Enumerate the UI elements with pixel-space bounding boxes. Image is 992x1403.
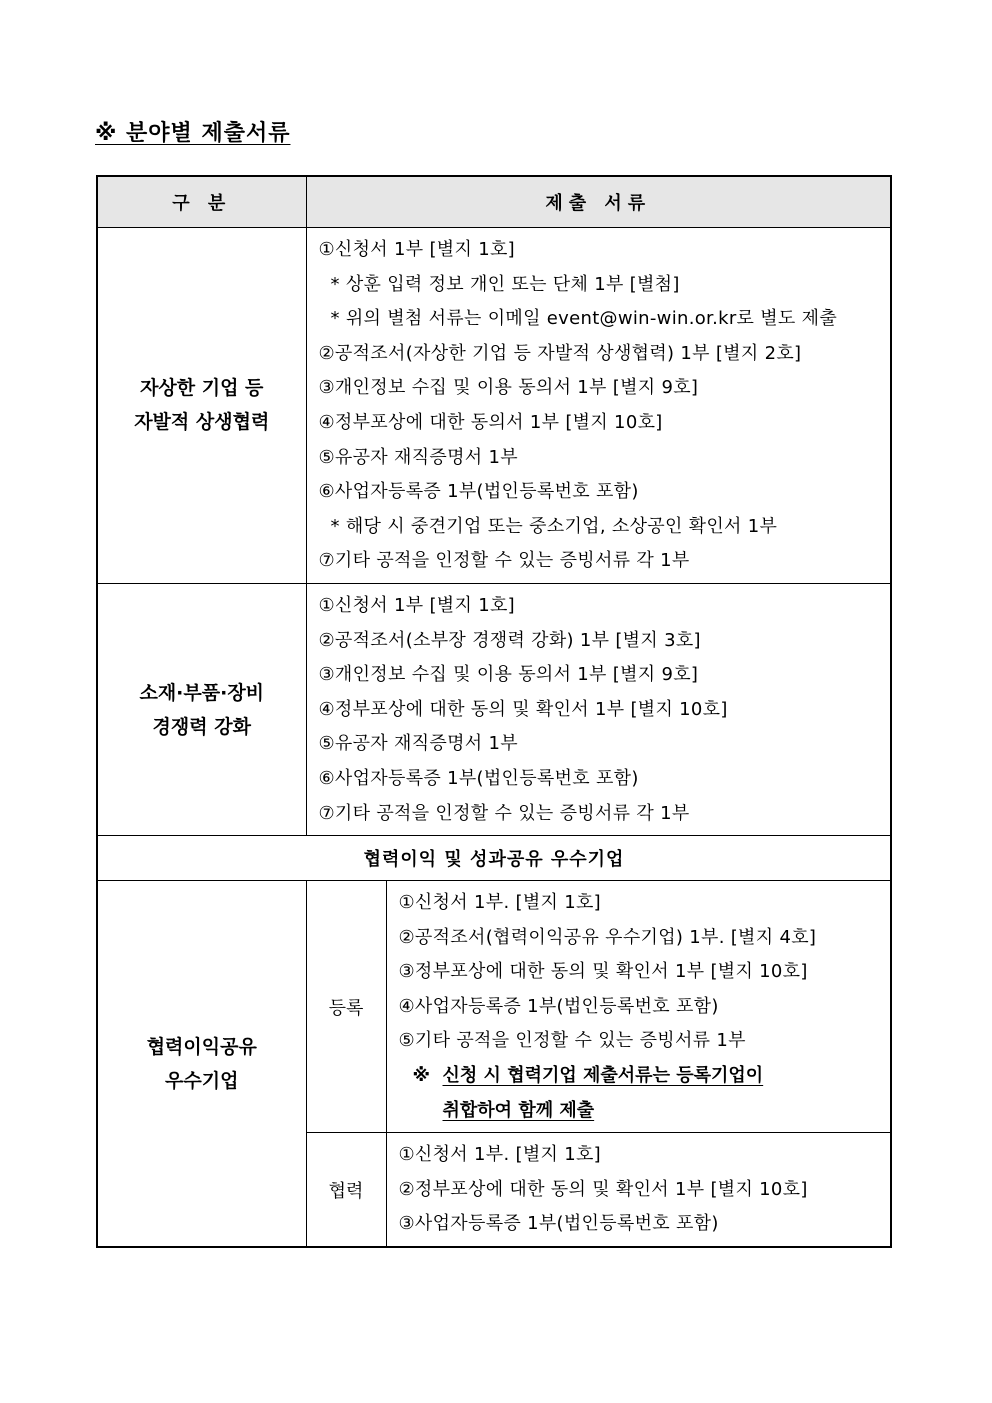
documents-cell <box>306 583 891 835</box>
category-line: 소재·부품·장비 <box>139 681 265 704</box>
document-item: ⑦기타 공적을 인정할 수 있는 증빙서류 각 1부 <box>318 802 690 824</box>
document-note: * 상훈 입력 정보 개인 또는 단체 1부 [별첨] <box>330 273 680 295</box>
document-item: ①신청서 1부. [별지 1호] <box>398 1144 601 1166</box>
documents-cell <box>306 228 891 584</box>
category-line: 자발적 상생협력 <box>134 411 270 434</box>
reference-mark-icon: ※ <box>412 1065 430 1087</box>
document-item: ⑤유공자 재직증명서 1부 <box>318 446 518 468</box>
page-title: ※ 분야별 제출서류 <box>95 121 291 146</box>
document-item: ③개인정보 수집 및 이용 동의서 1부 [별지 9호] <box>318 664 699 686</box>
document-item: ①신청서 1부. [별지 1호] <box>398 892 601 914</box>
warning-note <box>399 1059 885 1094</box>
document-item: ④사업자등록증 1부(법인등록번호 포함) <box>398 995 719 1017</box>
category-cell <box>97 881 306 1247</box>
document-item: ④정부포상에 대한 동의 및 확인서 1부 [별지 10호] <box>318 698 728 720</box>
subcategory-partner: 협력 <box>306 1133 386 1247</box>
category-line: 자상한 기업 등 <box>140 377 264 400</box>
document-item: ④정부포상에 대한 동의서 1부 [별지 10호] <box>318 411 663 433</box>
category-cell <box>97 583 306 835</box>
document-note: * 위의 별첨 서류는 이메일 event@win-win.or.kr로 별도 제출 <box>330 308 838 330</box>
document-note: * 해당 시 중견기업 또는 중소기업, 소상공인 확인서 1부 <box>330 515 778 537</box>
document-item: ①신청서 1부 [별지 1호] <box>318 594 515 616</box>
documents-table <box>96 175 892 1248</box>
header-documents: 제출 서류 <box>306 176 891 228</box>
table-row <box>97 228 891 584</box>
document-item: ⑤유공자 재직증명서 1부 <box>318 733 518 755</box>
document-item: ⑦기타 공적을 인정할 수 있는 증빙서류 각 1부 <box>318 550 690 572</box>
category-cell <box>97 228 306 584</box>
document-item: ②공적조서(자상한 기업 등 자발적 상생협력) 1부 [별지 2호] <box>318 342 802 364</box>
documents-cell <box>386 881 891 1133</box>
table-row <box>97 583 891 835</box>
section-title: 협력이익 및 성과공유 우수기업 <box>97 836 891 881</box>
document-item: ②공적조서(소부장 경쟁력 강화) 1부 [별지 3호] <box>318 629 701 651</box>
document-item: ③사업자등록증 1부(법인등록번호 포함) <box>398 1213 719 1235</box>
header-category: 구 분 <box>97 176 306 228</box>
document-item: ①신청서 1부 [별지 1호] <box>318 239 515 260</box>
warning-text: 신청 시 협력기업 제출서류는 등록기업이 <box>442 1065 764 1087</box>
subcategory-registration: 등록 <box>306 881 386 1133</box>
warning-text: 취합하여 함께 제출 <box>442 1099 595 1121</box>
document-item: ③개인정보 수집 및 이용 동의서 1부 [별지 9호] <box>318 377 699 399</box>
category-line: 우수기업 <box>165 1069 239 1092</box>
document-item: ②공적조서(협력이익공유 우수기업) 1부. [별지 4호] <box>398 926 817 948</box>
table-header-row <box>97 176 891 228</box>
document-item: ⑤기타 공적을 인정할 수 있는 증빙서류 1부 <box>398 1030 746 1052</box>
section-header-row <box>97 836 891 881</box>
category-line: 협력이익공유 <box>146 1035 257 1058</box>
document-item: ②정부포상에 대한 동의 및 확인서 1부 [별지 10호] <box>398 1178 808 1200</box>
category-line: 경쟁력 강화 <box>152 715 251 738</box>
document-item: ⑥사업자등록증 1부(법인등록번호 포함) <box>318 767 639 789</box>
document-item: ③정부포상에 대한 동의 및 확인서 1부 [별지 10호] <box>398 961 808 983</box>
document-item: ⑥사업자등록증 1부(법인등록번호 포함) <box>318 481 639 503</box>
table-row <box>97 881 891 1133</box>
warning-note-continued <box>399 1094 885 1129</box>
documents-cell <box>386 1133 891 1247</box>
